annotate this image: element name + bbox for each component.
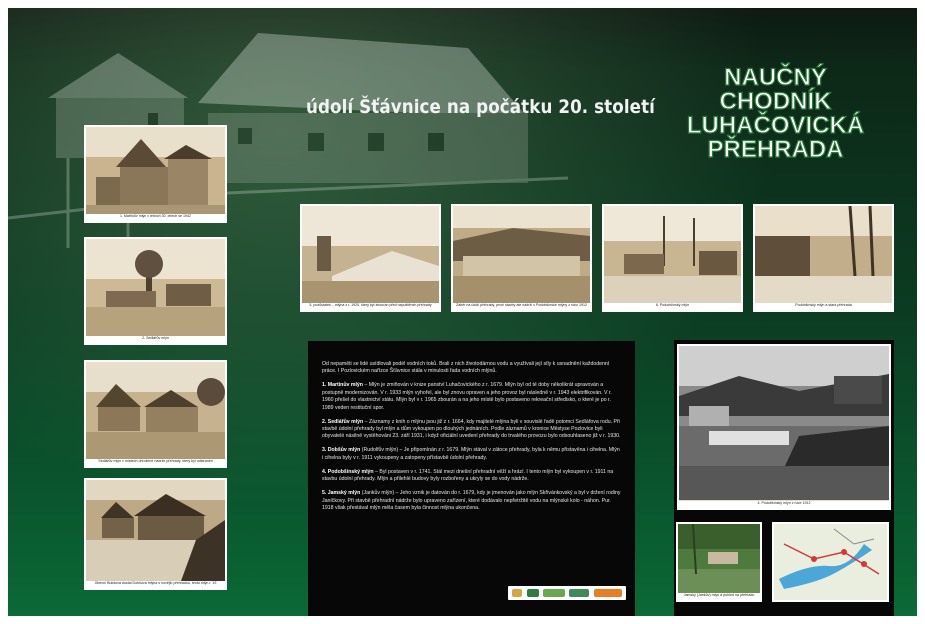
logo-1 [512, 589, 522, 597]
photo-top-4 [753, 204, 894, 312]
photo-caption: Sedlářův mlýn v místech ohrožené nádrže přehrady, který byl odstraněn [86, 459, 225, 466]
photo-caption: Jamský (Jankův) mlýn a pohled na přehradu [678, 593, 760, 600]
photo-podobsinsky-mlyn [677, 344, 891, 510]
photo-caption: Obecní Bukšova dostal Dobšova mlýna s novější přehradou, tento mlýn r. 19 [86, 581, 225, 588]
logo-4 [569, 589, 589, 597]
mill-item-heading: 3. Dobšův mlýn [322, 447, 361, 454]
sponsor-logos [508, 586, 626, 600]
intro-paragraph: Od nepaměti se lidé usídlovali podél vodních toků. Brali z nich životodárnou vodu a využívali její síly k usnadnění každodenní práce. I Pozlovickém nařízce Šťávnice stála v minulosti řada vodních mlýnů. [322, 361, 610, 375]
mill-item-3 [322, 447, 622, 462]
title-line-2: CHODNÍK [719, 88, 832, 115]
mill-item-4 [322, 469, 622, 484]
photo-dobsuv-mlyn [84, 478, 227, 590]
photo-image [679, 346, 889, 500]
mill-item-body: (Jankův mlýn) – Jeho vznik je datován do r. 1679, kdy je jmenován jako mlýn Skřivánkovský a byl v držení rodiny Janíčkovy. Při stavbě přehradní nádrže bylo upraveno zařízení, které dodávalo nepřetržitě vodu na mlýnské kolo - náhon. Pur. 1918 však přestával mlýn měla časem byla činnost mlýna ukončena. [322, 490, 621, 512]
title-line-1: NAUČNÝ [724, 64, 827, 91]
photo-image [755, 206, 892, 303]
photo-image [604, 206, 741, 303]
mill-item-body: – Byl postaven v r. 1741. Stál mezi dnešní přehradní věží a hrází. I tento mlýn byl vykoupen v r. 1911 na stavbu údolní přehrady. Mlýn a přilehlé budovy byly rozbořeny a ukryly se do vody nádrže. [322, 468, 614, 483]
photo-image [302, 206, 439, 303]
photo-top-3 [602, 204, 743, 312]
mill-item-1 [322, 382, 622, 412]
photo-image [86, 362, 225, 459]
photo-caption: 5. pozůstatek... mlýna z r. 1920, který byl zbourán před napuštěním přehrady [302, 303, 439, 310]
photo-sedlaruv-mlyn [84, 237, 227, 345]
photo-image [86, 239, 225, 336]
map-image [774, 524, 887, 600]
text-panel [308, 341, 635, 616]
logo-2 [527, 589, 539, 597]
logo-5 [594, 589, 622, 597]
mill-item-body: – Mlýn je zmiňován v knize panství Luhačovického z r. 1679. Mlýn byl od té doby několikrát upravován a postupně modernizován. V r. 1933 mlýn vyhořel, ale byl znovu opraven a jeho provoz byl následně v r. 1943 elektrifikován. V r. 1960 přešel do vlastnictví státu. Mlýn byl v r. 1965 zbourán a na jeho místě bylo postaveno rekreační středisko, o které je po r. 1989 veden restituční spor. [322, 382, 612, 411]
photo-caption: 4. Podobšínský mlýn v roce 1912 [679, 501, 889, 508]
mill-item-5 [322, 490, 622, 512]
photo-image [86, 127, 225, 214]
mill-item-heading: 1. Martinův mlýn [322, 382, 363, 389]
mill-item-body: (Rudolfův mlýn) – Je připomínán z r. 1679. Mlýn stával v zátoce přehrady, byla k němu přistavěna i cihelna. Mlýn i cihelna byly v r. 1911 vykoupeny a zatopeny přístavbě údolní přehrady. [322, 447, 620, 461]
title-line-4: PŘEHRADA [707, 136, 844, 163]
title-line-3: LUHAČOVICKÁ [686, 112, 865, 139]
main-title [668, 66, 883, 162]
photo-caption: 6. Podobšínský mlýn [604, 303, 741, 310]
right-bottom-panel [674, 520, 894, 616]
photo-image [86, 480, 225, 581]
photo-sedlaruv-mlyn-flood [84, 360, 227, 468]
photo-top-1 [300, 204, 441, 312]
subtitle: údolí Šťávnice na počátku 20. století [306, 96, 655, 118]
photo-caption: 1. Martinův mlýn v letních 30. letech se 1942 [86, 214, 225, 221]
photo-caption: 2. Sedlářův mlýn [86, 336, 225, 343]
mill-item-heading: 2. Sedlářův mlýn [322, 418, 364, 425]
mill-item-body: – Záznamy z knih o mlýnu jsou již z r. 1664, kdy majitelé mlýna byli v souvislé řadě potomci Sedlářova rodu. Při stavbě údolní přehrady byl mlýn a dům vykoupen po dlouhých jednáních. Podle záznamů v kronice Městyse Pozlovice byli obyvatelé násilně vystěhováni 23. září 1931, i když oficiální uvedení přehrady do trvalého provozu bylo odsouhlaseno již v r. 1930. [322, 418, 621, 440]
photo-image [453, 206, 590, 303]
photo-image [678, 524, 760, 593]
logo-3 [543, 589, 565, 597]
right-photo-panel [674, 340, 894, 522]
trail-map [772, 522, 889, 602]
text-content [322, 361, 622, 519]
poster-board [8, 8, 917, 616]
photo-caption: Podobšínský mlýn a stará přehrada [755, 303, 892, 310]
photo-top-2 [451, 204, 592, 312]
photo-martinuv-mlyn [84, 125, 227, 223]
mill-item-heading: 4. Podobšínský mlýn [322, 468, 374, 475]
photo-caption: Záběr na údolí přehrady, první stavby ale nádrží v Podobšínské mlýny z roku 1912 [453, 303, 590, 310]
mill-item-2 [322, 419, 622, 441]
mill-item-heading: 5. Jamský mlýn [322, 490, 361, 497]
photo-jamsky-mlyn [676, 522, 762, 602]
